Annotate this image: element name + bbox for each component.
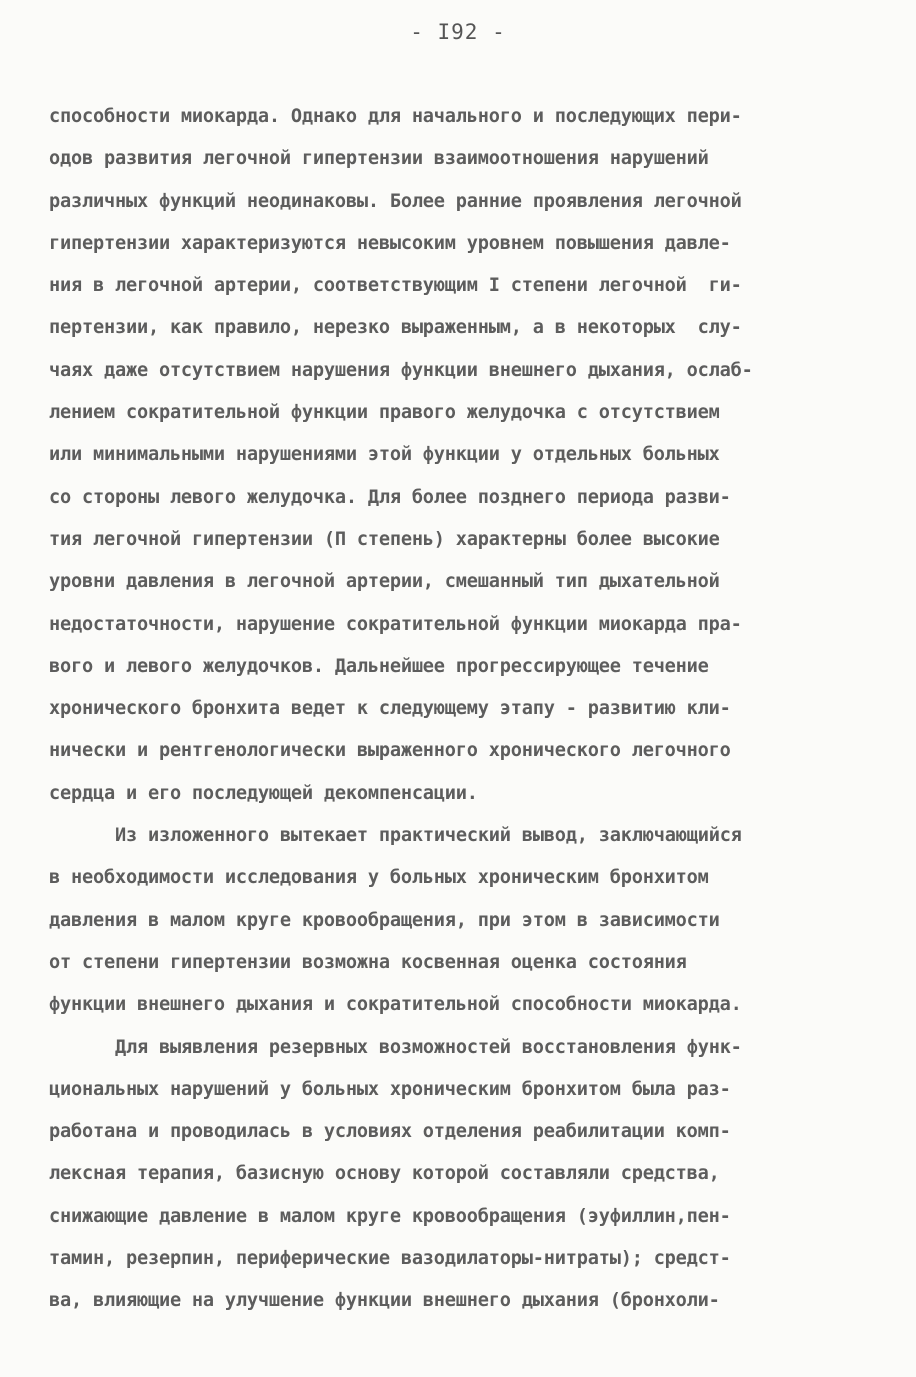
text-line: чаях даже отсутствием нарушения функции внешнего дыхания, ослаб- — [49, 359, 753, 381]
text-line: снижающие давление в малом круге кровообращения (эуфиллин,пен- — [49, 1205, 731, 1227]
text-line: от степени гипертензии возможна косвенная оценка состояния — [49, 951, 687, 973]
text-line: со стороны левого желудочка. Для более позднего периода разви- — [49, 486, 731, 508]
text-line: пертензии, как правило, нерезко выраженным, а в некоторых слу- — [49, 317, 742, 339]
text-line: давления в малом круге кровообращения, при этом в зависимости — [49, 909, 720, 931]
text-line: уровни давления в легочной артерии, смешанный тип дыхательной — [49, 571, 720, 593]
text-line: сердца и его последующей декомпенсации. — [49, 782, 478, 804]
text-line: в необходимости исследования у больных хроническим бронхитом — [49, 867, 709, 889]
text-line: ния в легочной артерии, соответствующим I степени легочной ги- — [49, 275, 742, 297]
text-line: лением сократительной функции правого желудочка с отсутствием — [49, 402, 720, 424]
text-line: работана и проводилась в условиях отделения реабилитации комп- — [49, 1121, 731, 1143]
text-line: хронического бронхита ведет к следующему этапу - развитию кли- — [49, 698, 731, 720]
text-line: или минимальными нарушениями этой функции у отдельных больных — [49, 444, 720, 466]
text-line: функции внешнего дыхания и сократительной способности миокарда. — [49, 994, 742, 1016]
text-line: тия легочной гипертензии (П степень) характерны более высокие — [49, 528, 720, 550]
text-line: вого и левого желудочков. Дальнейшее прогрессирующее течение — [49, 655, 709, 677]
text-line: циональных нарушений у больных хроническим бронхитом была раз- — [49, 1078, 731, 1100]
text-line: одов развития легочной гипертензии взаимоотношения нарушений — [49, 148, 709, 170]
text-line: недостаточности, нарушение сократительной функции миокарда пра- — [49, 613, 742, 635]
text-line: различных функций неодинаковы. Более ранние проявления легочной — [49, 190, 742, 212]
text-line: способности миокарда. Однако для начального и последующих пери- — [49, 106, 742, 127]
text-line: лексная терапия, базисную основу которой составляли средства, — [49, 1163, 720, 1185]
page-number: - I92 - — [410, 20, 506, 44]
body-text — [49, 96, 869, 1323]
text-line: нически и рентгенологически выраженного хронического легочного — [49, 740, 731, 762]
paragraph-first-line: Из изложенного вытекает практический вывод, заключающийся — [115, 825, 742, 847]
text-line: ва, влияющие на улучшение функции внешнего дыхания (бронхоли- — [49, 1290, 720, 1312]
text-line: гипертензии характеризуются невысоким уровнем повышения давле- — [49, 232, 731, 254]
text-line: тамин, резерпин, периферические вазодилаторы-нитраты); средст- — [49, 1248, 731, 1270]
paragraph-first-line: Для выявления резервных возможностей восстановления функ- — [115, 1036, 742, 1058]
